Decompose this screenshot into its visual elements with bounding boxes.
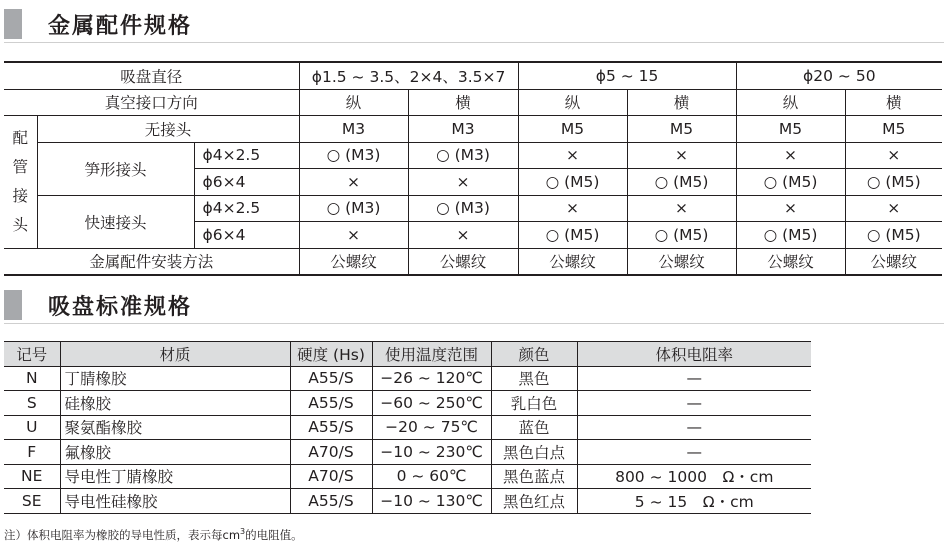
table-cell: ○ (M5) — [627, 169, 736, 196]
table-row — [4, 489, 811, 514]
table-cell: M5 — [845, 116, 942, 143]
hardness-cell: A55/S — [290, 366, 372, 391]
material-cell: 聚氨酯橡胶 — [60, 415, 290, 440]
material-cell: 硅橡胶 — [60, 391, 290, 416]
table-cell: ○ (M5) — [736, 222, 845, 249]
table-row — [4, 440, 811, 465]
no-fitting-label: 无接头 — [37, 116, 299, 143]
direction-cell: 纵 — [736, 89, 845, 116]
table-cell: M3 — [299, 116, 408, 143]
hardness-cell: A55/S — [290, 391, 372, 416]
table-cell: ○ (M3) — [299, 142, 408, 169]
table-row — [4, 116, 942, 143]
table-row — [4, 464, 811, 489]
code-cell: U — [4, 415, 60, 440]
temperature-cell: −26 ~ 120℃ — [372, 366, 491, 391]
hardness-cell: A70/S — [290, 440, 372, 465]
color-cell: 黑色红点 — [491, 489, 577, 514]
size-cell: ϕ4×2.5 — [194, 195, 299, 222]
hardness-cell: A55/S — [290, 489, 372, 514]
table-cell: 公螺纹 — [845, 248, 942, 275]
code-cell: SE — [4, 489, 60, 514]
direction-cell: 横 — [845, 89, 942, 116]
direction-cell: 纵 — [518, 89, 627, 116]
table-header-row — [4, 342, 811, 367]
material-cell: 导电性硅橡胶 — [60, 489, 290, 514]
table-row — [4, 195, 942, 222]
table-cell: ○ (M5) — [627, 222, 736, 249]
diameter-header: ϕ20 ~ 50 — [736, 62, 942, 89]
table-cell: ○ (M3) — [408, 142, 518, 169]
table-cell: M5 — [518, 116, 627, 143]
hardness-cell: A55/S — [290, 415, 372, 440]
table-cell: × — [845, 142, 942, 169]
table-row — [4, 391, 811, 416]
table-cell: 公螺纹 — [408, 248, 518, 275]
table-cell: M5 — [736, 116, 845, 143]
section-title-text: 吸盘标准规格 — [48, 294, 193, 320]
size-cell: ϕ4×2.5 — [194, 142, 299, 169]
resistivity-cell: — — [577, 366, 811, 391]
section-title-text: 金属配件规格 — [48, 13, 193, 39]
table-cell: × — [627, 195, 736, 222]
direction-cell: 横 — [408, 89, 518, 116]
code-cell: F — [4, 440, 60, 465]
color-cell: 蓝色 — [491, 415, 577, 440]
table-cell: M5 — [627, 116, 736, 143]
direction-cell: 纵 — [299, 89, 408, 116]
temperature-cell: −10 ~ 130℃ — [372, 489, 491, 514]
code-cell: N — [4, 366, 60, 391]
table-cell: ○ (M5) — [736, 169, 845, 196]
resistivity-cell: 5 ~ 15 Ω・cm — [577, 489, 811, 514]
table-cell: ○ (M5) — [845, 222, 942, 249]
table-cell: × — [736, 142, 845, 169]
table-cell: × — [408, 222, 518, 249]
table-cell: 公螺纹 — [299, 248, 408, 275]
diameter-header: ϕ5 ~ 15 — [518, 62, 736, 89]
table-cell: 公螺纹 — [518, 248, 627, 275]
color-cell: 黑色白点 — [491, 440, 577, 465]
hardness-cell: A70/S — [290, 464, 372, 489]
table-cell: × — [299, 169, 408, 196]
table-cell: ○ (M5) — [845, 169, 942, 196]
table-cell: × — [299, 222, 408, 249]
table-row — [4, 62, 942, 89]
temperature-cell: −10 ~ 230℃ — [372, 440, 491, 465]
suction-cup-spec-table — [4, 341, 811, 514]
fittings-spec-table — [4, 61, 942, 276]
table-row — [4, 366, 811, 391]
table-cell: ○ (M3) — [299, 195, 408, 222]
title-bar-decoration — [4, 9, 22, 39]
size-cell: ϕ6×4 — [194, 169, 299, 196]
footnote: 注）体积电阻率为橡胶的导电性质，表示每$cm^3$的电阻值。 — [4, 527, 303, 542]
direction-cell: 横 — [627, 89, 736, 116]
mounting-method-label: 金属配件安装方法 — [4, 248, 299, 275]
column-header: 颜色 — [491, 342, 577, 367]
code-cell: NE — [4, 464, 60, 489]
material-cell: 导电性丁腈橡胶 — [60, 464, 290, 489]
title-bar-decoration — [4, 290, 22, 320]
quick-fitting-label: 快速接头 — [37, 195, 194, 248]
temperature-cell: 0 ~ 60℃ — [372, 464, 491, 489]
material-cell: 氟橡胶 — [60, 440, 290, 465]
color-cell: 黑色蓝点 — [491, 464, 577, 489]
suction-diameter-label: 吸盘直径 — [4, 62, 299, 89]
table-cell: ○ (M5) — [518, 169, 627, 196]
table-cell: × — [518, 195, 627, 222]
column-header: 记号 — [4, 342, 60, 367]
table-cell: ○ (M3) — [408, 195, 518, 222]
vacuum-direction-label: 真空接口方向 — [4, 89, 299, 116]
color-cell: 乳白色 — [491, 391, 577, 416]
temperature-cell: −60 ~ 250℃ — [372, 391, 491, 416]
table-row — [4, 248, 942, 275]
table-cell: ○ (M5) — [518, 222, 627, 249]
column-header: 硬度 (Hs) — [290, 342, 372, 367]
color-cell: 黑色 — [491, 366, 577, 391]
table-cell: 公螺纹 — [627, 248, 736, 275]
table-row — [4, 89, 942, 116]
section-title-fittings — [4, 6, 944, 43]
size-cell: ϕ6×4 — [194, 222, 299, 249]
resistivity-cell: — — [577, 440, 811, 465]
code-cell: S — [4, 391, 60, 416]
table-cell: M3 — [408, 116, 518, 143]
resistivity-cell: — — [577, 391, 811, 416]
section-title-suction-cup — [4, 287, 944, 324]
diameter-header: ϕ1.5 ~ 3.5、2×4、3.5×7 — [299, 62, 518, 89]
barb-fitting-label: 笋形接头 — [37, 142, 194, 195]
table-row — [4, 415, 811, 440]
table-row — [4, 142, 942, 169]
column-header: 体积电阻率 — [577, 342, 811, 367]
table-cell: × — [408, 169, 518, 196]
table-cell: × — [518, 142, 627, 169]
resistivity-cell: 800 ~ 1000 Ω・cm — [577, 464, 811, 489]
table-cell: 公螺纹 — [736, 248, 845, 275]
temperature-cell: −20 ~ 75℃ — [372, 415, 491, 440]
resistivity-cell: — — [577, 415, 811, 440]
table-cell: × — [627, 142, 736, 169]
piping-fitting-label: 配 管 接 头 — [4, 116, 37, 249]
table-cell: × — [845, 195, 942, 222]
material-cell: 丁腈橡胶 — [60, 366, 290, 391]
column-header: 材质 — [60, 342, 290, 367]
table-cell: × — [736, 195, 845, 222]
column-header: 使用温度范围 — [372, 342, 491, 367]
